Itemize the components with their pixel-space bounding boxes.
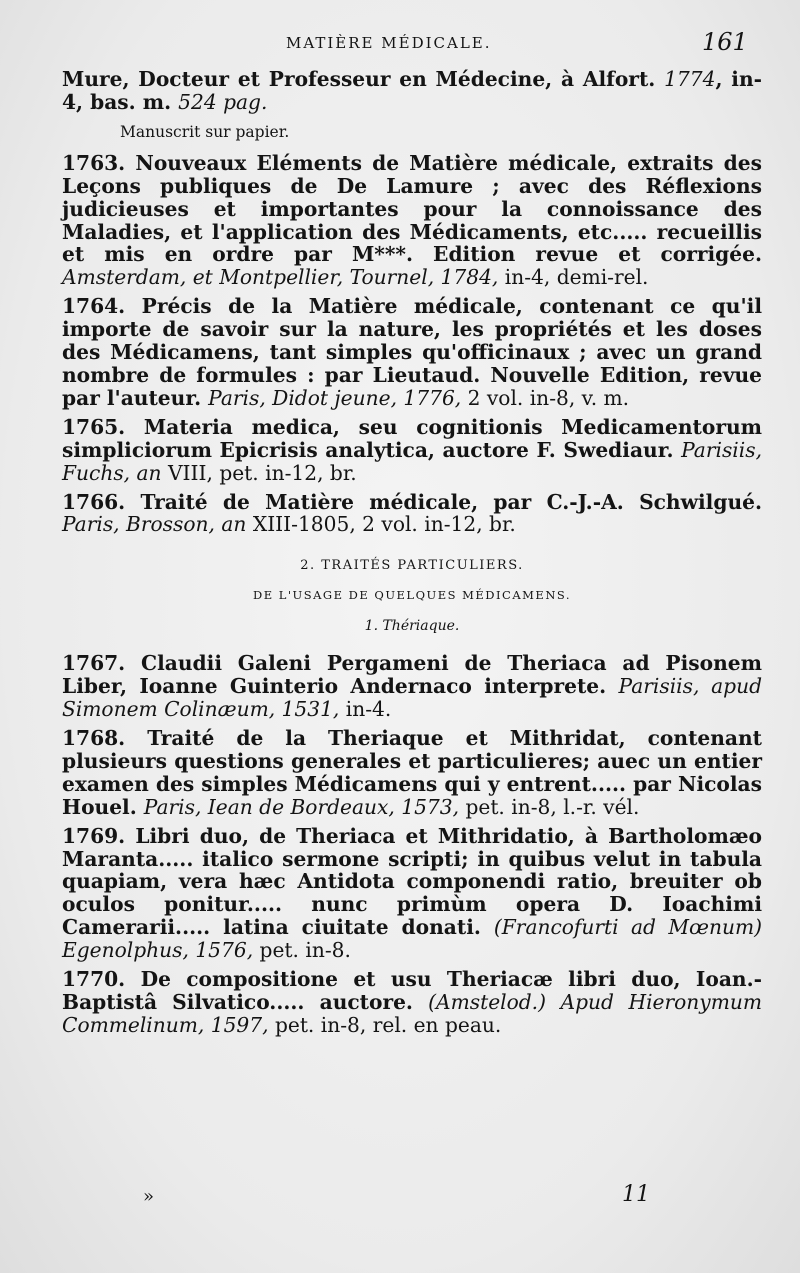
entry-imprint: (Amstelod.) Apud Hieronymum Commelinum, 1597, [62,990,763,1037]
entry-tail: in-4. [339,697,392,722]
page-header [0,28,800,58]
entry-tail: pet. in-8, rel. en peau. [268,1012,502,1037]
entry-number: 1768. [62,726,126,751]
catalog-entry-1770 [62,968,762,1037]
catalog-entry-1764 [62,295,762,410]
entry-note: Manuscrit sur papier. [120,122,290,141]
catalog-entry-1767 [62,652,762,721]
entry-tail: 2 vol. in-8, v. m. [461,385,630,410]
entry-number: 1765. [62,414,126,439]
entry-text: Claudii Galeni Pergameni de Theriaca ad Pisonem Liber, Ioanne Guinterio Andernaco interprete. [62,651,762,699]
entry-tail: in-4, demi-rel. [498,265,649,290]
entry-imprint: Parisiis, Fuchs, an [62,437,762,485]
page-footer [0,1182,800,1212]
catalog-entry-1768 [62,727,762,819]
section-heading: 2. TRAITÉS PARTICULIERS. [300,558,524,574]
entry-number: 1764. [62,294,126,319]
catalog-entry-continued [62,68,762,114]
entry-pages: 524 pag. [178,89,268,114]
running-title: MATIÈRE MÉDICALE. [286,34,492,52]
footer-mark: » [143,1186,155,1207]
subsection-heading: 1. Thériaque. [364,618,460,635]
entry-imprint: Parisiis, apud Simonem Colinæum, 1531, [62,674,762,722]
entry-tail: pet. in-8, l.-r. vél. [459,794,640,819]
entry-tail: VIII, pet. in-12, br. [161,460,357,485]
entry-text: Materia medica, seu cognitionis Medicamentorum simpliciorum Epicrisis analytica, auctore F. Swediaur. [62,414,762,462]
page-number: 161 [702,28,748,56]
entry-text: Précis de la Matière médicale, contenant ce qu'il importe de savoir sur la nature, les propriétés et les doses des Médicamens, tant simples qu'officinaux ; avec un grand nombre de formules : par Lieutaud. Nouvelle Edition, revue par l'auteur. [62,294,762,410]
entry-imprint: 1774 [664,67,716,91]
entry-text: Traité de la Theriaque et Mithridat, contenant plusieurs questions generales et particulieres; auec un entier examen des simples Médicamens qui y entrent..... par Nicolas Houel. [62,726,762,819]
entry-number: 1767. [62,651,126,676]
catalog-entry-1769 [62,825,762,962]
catalog-entry-1765 [62,416,762,485]
entry-imprint: Amsterdam, et Montpellier, Tournel, 1784, [62,265,499,290]
signature-number: 11 [622,1182,650,1207]
entry-imprint: Paris, Iean de Bordeaux, 1573, [143,794,460,819]
entry-text: Mure, Docteur et Professeur en Médecine, à Alfort. [62,67,665,91]
section-subheading: DE L'USAGE DE QUELQUES MÉDICAMENS. [252,588,572,603]
entry-tail: XIII-1805, 2 vol. in-12, br. [246,512,516,537]
entry-text: Libri duo, de Theriaca et Mithridatio, à Bartholomæo Maranta..... italico sermone scripti; in quibus velut in tabula quapiam, vera hæc Antidota componendi ratio, breuiter ob oculos ponitur..... nunc primùm opera D. Ioachimi Camerarii..... latina ciuitate donati. [62,823,762,940]
entry-number: 1770. [62,967,126,992]
entry-text: Traité de Matière médicale, par C.-J.-A. Schwilgué. [125,489,762,514]
entry-number: 1766. [62,489,126,514]
catalog-entry-1763 [62,152,762,289]
page-content [62,68,762,1043]
entry-imprint: Paris, Didot jeune, 1776, [208,385,462,410]
entry-number: 1769. [62,823,126,848]
catalog-entry-1766 [62,491,762,537]
entry-tail: pet. in-8. [253,938,351,963]
entry-text: De compositione et usu Theriacæ libri duo, Ioan.-Baptistâ Silvatico..... auctore. [62,967,762,1014]
entry-text: Nouveaux Eléments de Matière médicale, extraits des Leçons publiques de De Lamure ; avec des Réflexions judicieuses et importantes pour la connoissance des Maladies, et l'application des Médicaments, etc..... recueillis et mis en ordre par M***. Edition revue et corrigée. [62,150,762,267]
entry-number: 1763. [62,150,126,175]
entry-imprint: Paris, Brosson, an [62,512,247,537]
entry-imprint: (Francofurti ad Mœnum) Egenolphus, 1576, [62,915,763,963]
entry-tail: , in-4, bas. m. [62,67,762,114]
